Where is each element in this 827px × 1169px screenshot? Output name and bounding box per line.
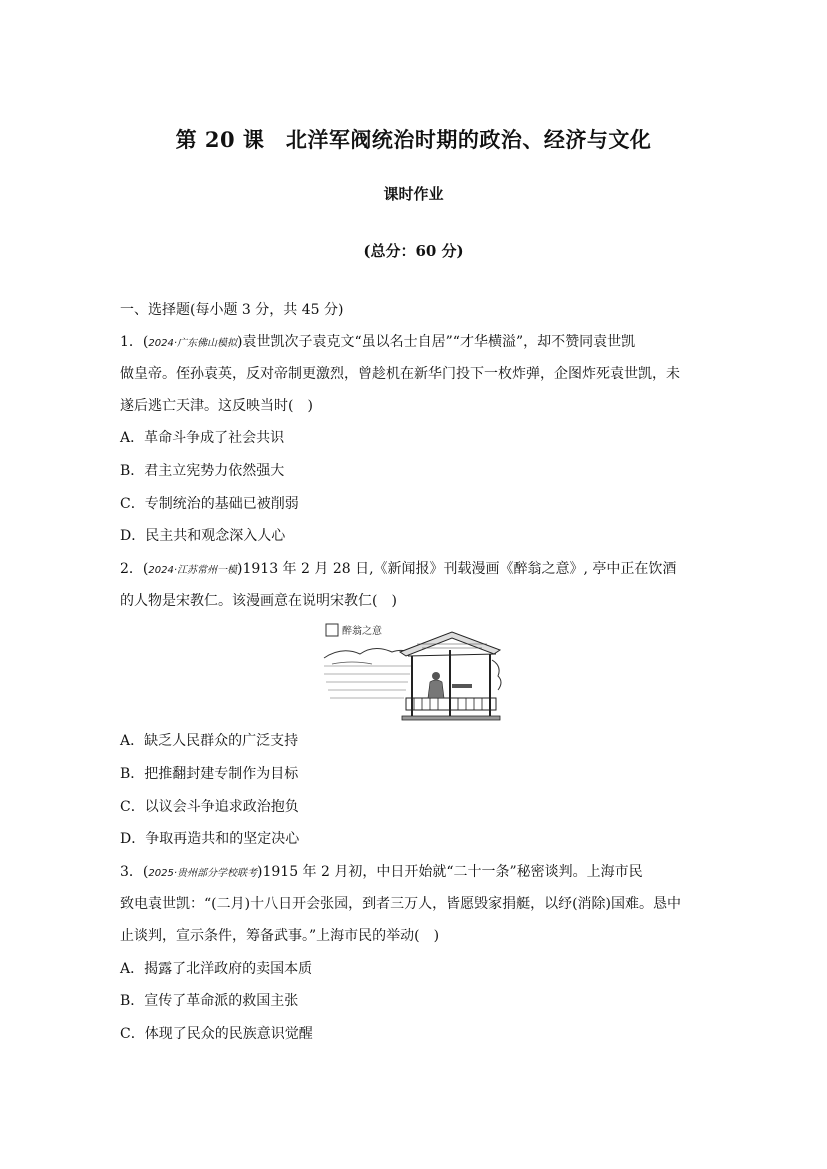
question-number: 1．( xyxy=(120,334,149,350)
question-3-line-3: 止谈判，宣示条件，筹备武事。”上海市民的举动( ) xyxy=(120,928,440,944)
section-heading: 一、选择题(每小题 3 分，共 45 分) xyxy=(120,302,344,318)
question-3-line-1 xyxy=(120,862,643,884)
question-3-option-b: B．宣传了革命派的救国主张 xyxy=(120,993,299,1009)
total-score: (总分：60 分) xyxy=(363,242,464,260)
question-1-option-c: C．专制统治的基础已被削弱 xyxy=(120,496,299,512)
question-3-line-2: 致电袁世凯：“(二月)十八日开会张园，到者三万人，皆愿毁家捐艇，以纾(消除)国难。恳中 xyxy=(120,896,682,912)
question-2-option-b: B．把推翻封建专制作为目标 xyxy=(120,766,299,782)
question-text: )袁世凯次子袁克文“虽以名士自居”“才华横溢”，却不赞同袁世凯 xyxy=(237,334,636,350)
question-1-line-2: 做皇帝。侄孙袁英，反对帝制更激烈，曾趁机在新华门投下一枚炸弹，企图炸死袁世凯，未 xyxy=(120,366,680,382)
question-1-option-b: B．君主立宪势力依然强大 xyxy=(120,463,285,479)
question-source: 2024·江苏常州一模 xyxy=(148,565,238,576)
question-number: 3．( xyxy=(120,864,149,880)
subtitle: 课时作业 xyxy=(383,185,444,203)
question-1-line-1 xyxy=(120,332,635,354)
cartoon-illustration xyxy=(322,620,504,724)
lesson-title: 第 20 课 北洋军阀统治时期的政治、经济与文化 xyxy=(175,127,652,152)
question-3-option-a: A．揭露了北洋政府的卖国本质 xyxy=(120,961,313,977)
question-1-option-d: D．民主共和观念深入人心 xyxy=(120,528,286,544)
question-2-line-2: 的人物是宋教仁。该漫画意在说明宋教仁( ) xyxy=(120,593,397,609)
question-2-option-c: C．以议会斗争追求政治抱负 xyxy=(120,799,299,815)
question-1-option-a: A．革命斗争成了社会共识 xyxy=(120,430,285,446)
question-2-option-d: D．争取再造共和的坚定决心 xyxy=(120,831,300,847)
question-number: 2．( xyxy=(120,561,149,577)
question-source: 2024·广东佛山模拟 xyxy=(148,338,238,349)
cartoon-caption: 醉翁之意 xyxy=(342,626,382,637)
question-source: 2025·贵州部分学校联考 xyxy=(148,868,258,879)
question-text: )1915 年 2 月初，中日开始就“二十一条”秘密谈判。上海市民 xyxy=(257,864,643,880)
question-2-option-a: A．缺乏人民群众的广泛支持 xyxy=(120,733,299,749)
question-1-line-3: 遂后逃亡天津。这反映当时( ) xyxy=(120,398,313,414)
question-3-option-c: C．体现了民众的民族意识觉醒 xyxy=(120,1026,313,1042)
question-text: )1913 年 2 月 28 日,《新闻报》刊载漫画《醉翁之意》, 亭中正在饮酒 xyxy=(237,561,677,577)
question-2-line-1 xyxy=(120,559,676,581)
